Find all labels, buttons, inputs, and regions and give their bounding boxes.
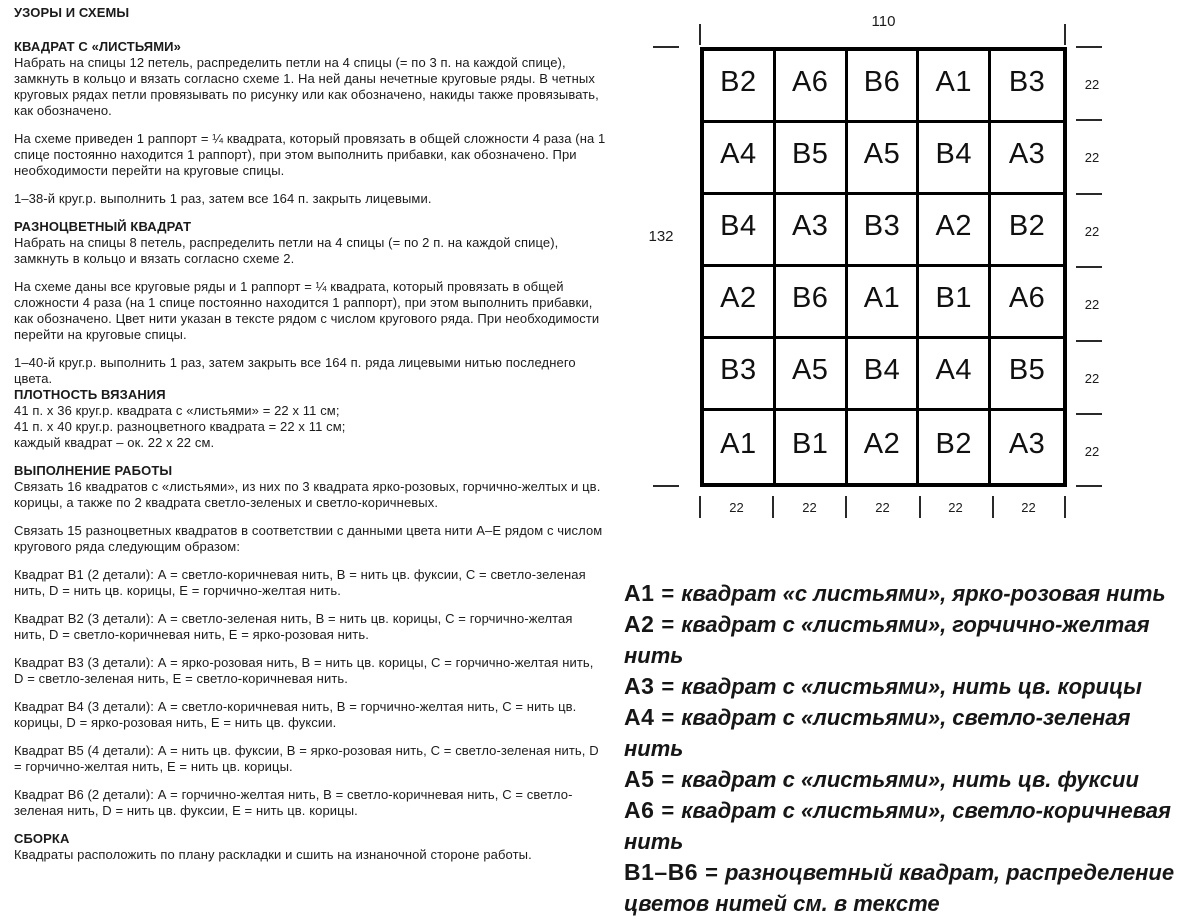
legend-entry-a5 (624, 764, 1190, 795)
grid-cell-r3c2: A3 (776, 195, 848, 267)
grid-cell-r5c5: B5 (991, 339, 1063, 411)
legend-label-a6: A6 (624, 797, 655, 823)
grid-cell-r3c1: B4 (704, 195, 776, 267)
grid-cell-r6c4: B2 (919, 411, 991, 483)
legend-text-b1-b6: разноцветный квадрат, распределение цветов нитей см. в тексте (624, 860, 1175, 916)
tick-top-left (699, 24, 701, 45)
grid-cell-r4c5: A6 (991, 267, 1063, 339)
legend-label-a1: A1 (624, 580, 655, 606)
tick-left-top (653, 46, 679, 48)
tick-right-3 (1076, 193, 1102, 195)
legend-label-a2: A2 (624, 611, 655, 637)
paragraph-square-b3: Квадрат В3 (3 детали): А = ярко-розовая нить, В = нить цв. корицы, С = горчично-желтая нить, D = светло-зеленая нить, Е = светло-коричневая нить. (14, 655, 594, 686)
legend-text-a2: квадрат с «листьями», горчично-желтая нить (624, 612, 1150, 668)
grid-cell-r6c2: B1 (776, 411, 848, 483)
legend-eq: = (661, 705, 675, 730)
paragraph-working-2: Связать 15 разноцветных квадратов в соответствии с данными цвета нити А–Е рядом с числом кругового ряда следующим образом: (14, 523, 603, 554)
grid-cell-r6c1: A1 (704, 411, 776, 483)
legend-text-a4: квадрат с «листьями», светло-зеленая нить (624, 705, 1131, 761)
grid-cell-r5c3: B4 (848, 339, 920, 411)
legend-text-a1: квадрат «с листьями», ярко-розовая нить (681, 581, 1166, 606)
tick-right-5 (1076, 340, 1102, 342)
dimension-row-1: 22 (1084, 77, 1100, 92)
dimension-col-3: 22 (875, 500, 890, 515)
legend-label-a4: A4 (624, 704, 655, 730)
tick-top-right (1064, 24, 1066, 45)
paragraph-multicolor-rounds: 1–40-й круг.р. выполнить 1 раз, затем закрыть все 164 п. ряда лицевыми нитью последнего цвета. (14, 355, 576, 386)
instructions-column (14, 5, 606, 863)
tick-left-bottom (653, 485, 679, 487)
legend-eq: = (661, 767, 675, 792)
dimension-width-total: 110 (871, 13, 896, 30)
paragraph-square-b5: Квадрат В5 (4 детали): А = нить цв. фуксии, В = ярко-розовая нить, С = светло-зеленая нить, D = горчично-желтая нить, Е = нить цв. корицы. (14, 743, 599, 774)
dimension-col-4: 22 (948, 500, 963, 515)
grid-cell-r4c1: A2 (704, 267, 776, 339)
tick-right-2 (1076, 119, 1102, 121)
grid-cell-r5c1: B3 (704, 339, 776, 411)
legend-label-b1-b6: B1–B6 (624, 859, 699, 885)
dimension-row-2: 22 (1084, 150, 1100, 165)
grid-cell-r1c4: A1 (919, 51, 991, 123)
paragraph-multicolor-1: Набрать на спицы 8 петель, распределить петли на 4 спицы (= по 2 п. на каждой спице), замкнуть в кольцо и вязать согласно схеме 2. (14, 235, 559, 266)
grid-cell-r2c2: B5 (776, 123, 848, 195)
heading-gauge: ПЛОТНОСТЬ ВЯЗАНИЯ (14, 387, 166, 402)
legend-entry-a4 (624, 702, 1190, 764)
legend (624, 578, 1190, 919)
paragraph-gauge: 41 п. х 36 круг.р. квадрата с «листьями» = 22 х 11 см; 41 п. х 40 круг.р. разноцветного квадрата = 22 х 11 см; каждый квадрат – ок. 22 х 22 см. (14, 403, 346, 450)
legend-text-a3: квадрат с «листьями», нить цв. корицы (681, 674, 1142, 699)
legend-label-a3: A3 (624, 673, 655, 699)
grid-cell-r4c4: B1 (919, 267, 991, 339)
grid-cell-r1c5: B3 (991, 51, 1063, 123)
grid-cell-r2c3: A5 (848, 123, 920, 195)
legend-eq: = (661, 798, 675, 823)
legend-eq: = (661, 612, 675, 637)
grid-cell-r1c1: B2 (704, 51, 776, 123)
legend-text-a5: квадрат с «листьями», нить цв. фуксии (681, 767, 1139, 792)
heading-assembly: СБОРКА (14, 831, 70, 846)
paragraph-square-b2: Квадрат В2 (3 детали): А = светло-зеленая нить, В = нить цв. корицы, С = горчично-желтая нить, D = светло-коричневая нить, Е = ярко-розовая нить. (14, 611, 573, 642)
grid-cell-r4c3: A1 (848, 267, 920, 339)
tick-right-1 (1076, 46, 1102, 48)
paragraph-assembly: Квадраты расположить по плану раскладки и сшить на изнаночной стороне работы. (14, 847, 532, 862)
paragraph-square-b4: Квадрат В4 (3 детали): А = светло-коричневая нить, В = горчично-желтая нить, С = нить цв. корицы, D = ярко-розовая нить, Е = нить цв. фуксии. (14, 699, 577, 730)
grid-cell-r3c5: B2 (991, 195, 1063, 267)
paragraph-square-b6: Квадрат В6 (2 детали): А = горчично-желтая нить, В = светло-коричневая нить, С = светло-зеленая нить, D = нить цв. фуксии, Е = нить цв. корицы. (14, 787, 573, 818)
legend-entry-a3 (624, 671, 1190, 702)
legend-eq: = (705, 860, 718, 885)
grid-cell-r6c5: A3 (1008, 427, 1046, 460)
grid-cell-r1c2: A6 (776, 51, 848, 123)
dimension-row-5: 22 (1084, 371, 1100, 386)
tick-right-7 (1076, 485, 1102, 487)
dimension-height-total: 132 (648, 228, 674, 245)
paragraph-working-1: Связать 16 квадратов с «листьями», из них по 3 квадрата ярко-розовых, горчично-желтых и цв. корицы, а также по 2 квадрата светло-зеленых и светло-коричневых. (14, 479, 601, 510)
legend-label-a5: A5 (624, 766, 655, 792)
paragraph-leaf-square-2: На схеме приведен 1 раппорт = ¼ квадрата, который провязать в общей сложности 4 раза (на 1 спице постоянно находится 1 раппорт), при этом выполнить прибавки, как обозначено. При необходимости перейти на круговые спицы. (14, 131, 606, 178)
paragraph-leaf-square-rounds: 1–38-й круг.р. выполнить 1 раз, затем все 164 п. закрыть лицевыми. (14, 191, 432, 206)
grid-cell-r2c1: A4 (704, 123, 776, 195)
dimension-col-1: 22 (729, 500, 744, 515)
grid-cell-r2c4: B4 (919, 123, 991, 195)
grid-cell-r6c3: A2 (848, 411, 920, 483)
grid-cell-r5c2: A5 (776, 339, 848, 411)
paragraph-square-b1: Квадрат В1 (2 детали): А = светло-коричневая нить, В = нить цв. фуксии, С = светло-зеленая нить, D = нить цв. корицы, Е = горчично-желтая нить. (14, 567, 586, 598)
dimension-row-4: 22 (1084, 297, 1100, 312)
legend-entry-a1 (624, 578, 1190, 609)
heading-leaf-square: КВАДРАТ С «ЛИСТЬЯМИ» (14, 39, 181, 54)
paragraph-multicolor-2: На схеме даны все круговые ряды и 1 раппорт = ¼ квадрата, который провязать в общей сложности 4 раза (на 1 спице постоянно находится 1 раппорт), при этом выполнить прибавки, как обозначено. Цвет нити указан в тексте рядом с числом кругового ряда. При необходимости перейти на круговые спицы. (14, 279, 600, 342)
dimension-col-5: 22 (1021, 500, 1036, 515)
grid-cell-r1c3: B6 (848, 51, 920, 123)
grid-cell-r3c3: B3 (848, 195, 920, 267)
grid-cell-r4c2: B6 (776, 267, 848, 339)
grid-cell-r3c4: A2 (919, 195, 991, 267)
section-title-patterns: УЗОРЫ И СХЕМЫ (14, 5, 130, 20)
legend-entry-b1-b6 (624, 857, 1190, 919)
tick-right-6 (1076, 413, 1102, 415)
tick-right-4 (1076, 266, 1102, 268)
grid-cell-r5c4: A4 (919, 339, 991, 411)
legend-eq: = (661, 674, 675, 699)
dimension-col-2: 22 (802, 500, 817, 515)
assembly-plan-grid (700, 47, 1067, 487)
legend-text-a6: квадрат с «листьями», светло-коричневая нить (624, 798, 1171, 854)
legend-eq: = (661, 581, 675, 606)
grid-cell-r2c5: A3 (991, 123, 1063, 195)
dimension-row-6: 22 (1084, 444, 1100, 459)
heading-multicolor-square: РАЗНОЦВЕТНЫЙ КВАДРАТ (14, 219, 192, 234)
legend-entry-a2 (624, 609, 1190, 671)
heading-working: ВЫПОЛНЕНИЕ РАБОТЫ (14, 463, 173, 478)
paragraph-leaf-square-1: Набрать на спицы 12 петель, распределить петли на 4 спицы (= по 3 п. на каждой спице), замкнуть в кольцо и вязать согласно схеме 1. На ней даны нечетные круговые ряды. В четных круговых рядах петли провязывать по рисунку или как обозначено, накиды также провязывать, как обозначено. (14, 55, 599, 118)
dimension-row-3: 22 (1084, 224, 1100, 239)
